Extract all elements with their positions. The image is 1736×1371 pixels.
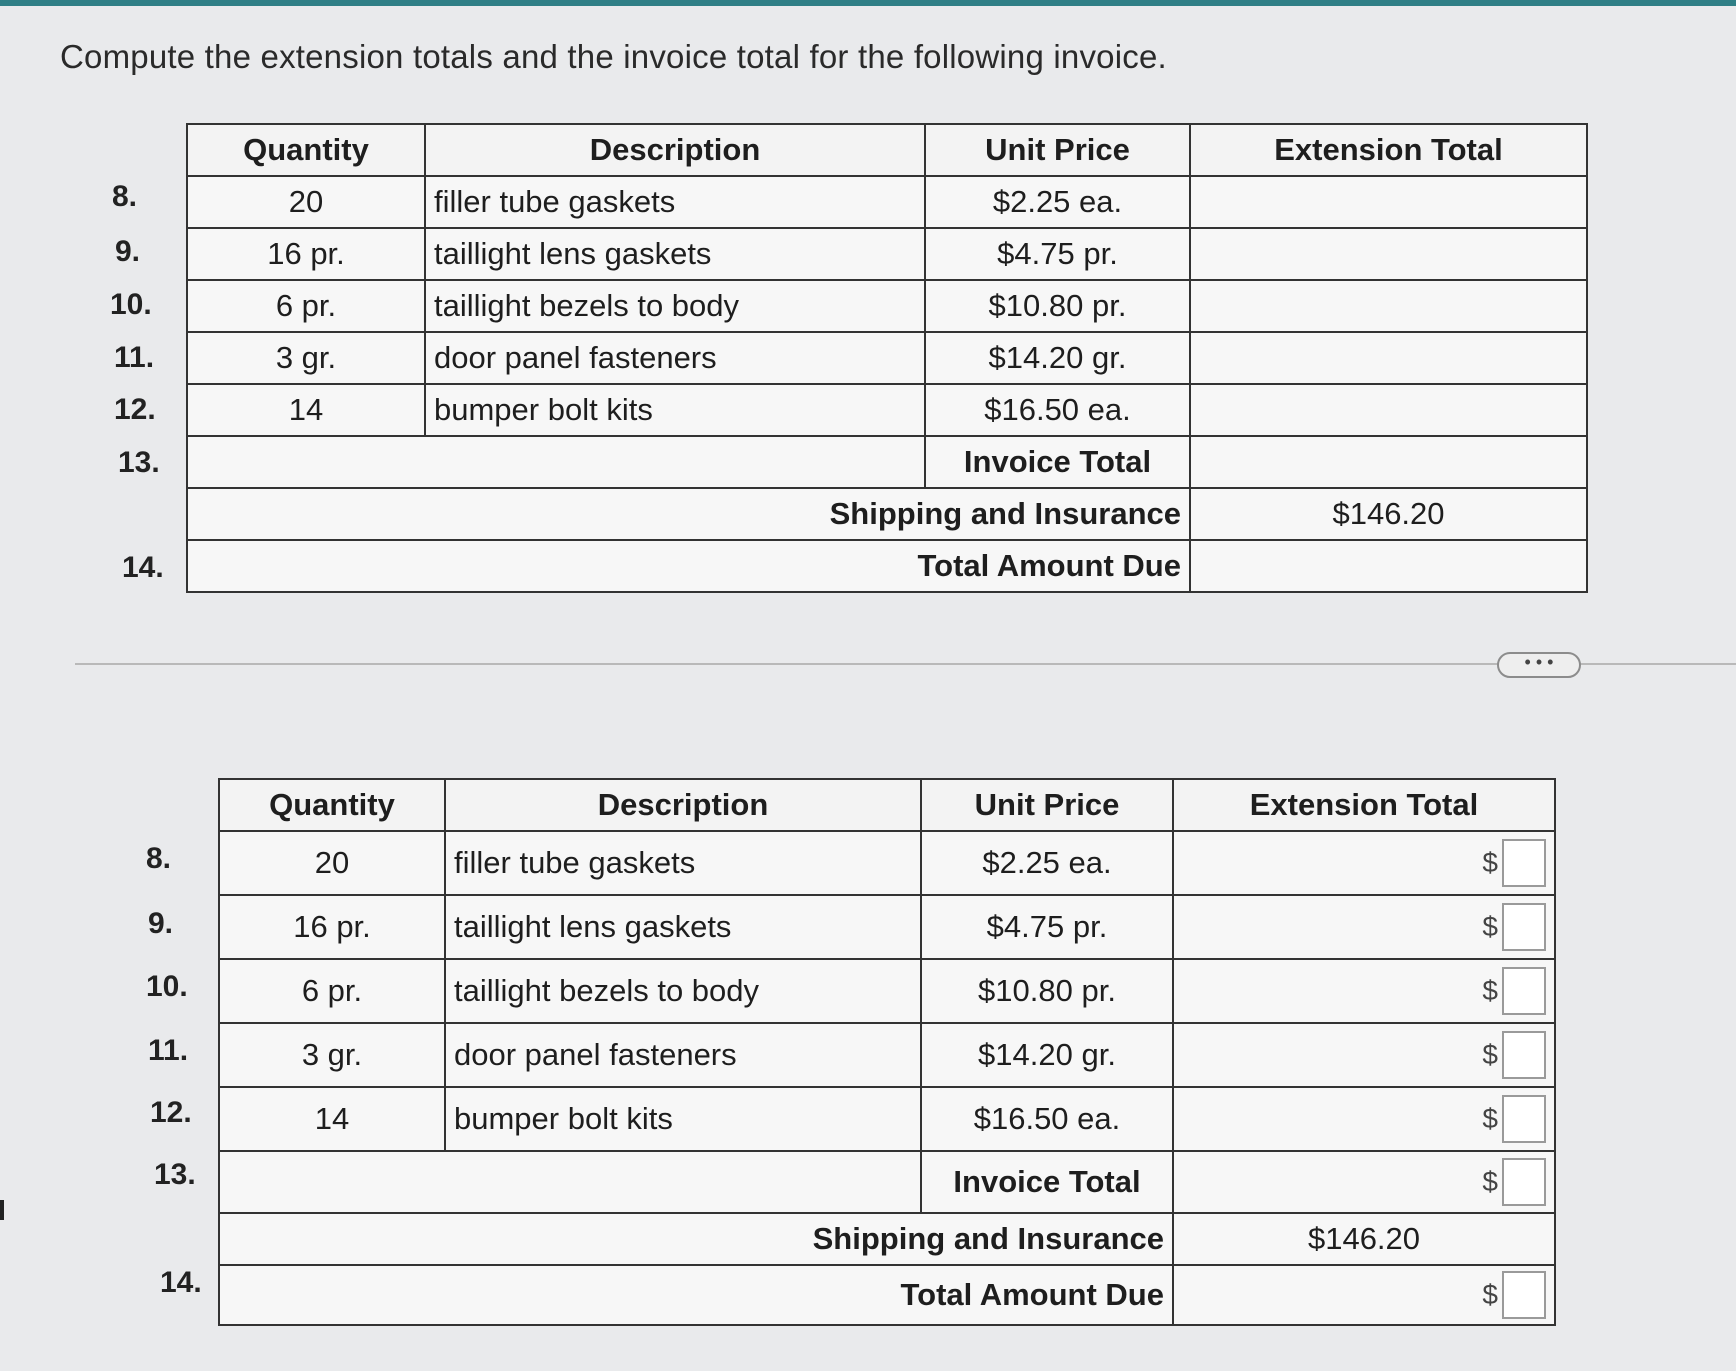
table-row	[219, 831, 1555, 895]
header-unit-price: Unit Price	[921, 779, 1173, 831]
unit-price-cell: $4.75 pr.	[925, 228, 1190, 280]
shipping-row	[187, 488, 1587, 540]
unit-price-cell: $10.80 pr.	[925, 280, 1190, 332]
table-row	[187, 228, 1587, 280]
shipping-label: Shipping and Insurance	[219, 1213, 1173, 1265]
extension-total-input-11[interactable]	[1502, 1031, 1546, 1079]
dollar-sign: $	[1482, 911, 1498, 942]
row-number: 9.	[115, 235, 141, 268]
table-row	[187, 332, 1587, 384]
invoice-table-answer	[218, 778, 1556, 1326]
dollar-sign: $	[1482, 1103, 1498, 1134]
row-number: 12.	[150, 1096, 192, 1129]
dollar-sign: $	[1482, 1279, 1498, 1310]
description-cell: bumper bolt kits	[445, 1087, 921, 1151]
extension-cell	[1190, 384, 1587, 436]
quantity-cell: 20	[187, 176, 425, 228]
description-cell: taillight bezels to body	[445, 959, 921, 1023]
header-description: Description	[425, 124, 925, 176]
description-cell: door panel fasteners	[425, 332, 925, 384]
shipping-label: Shipping and Insurance	[187, 488, 1190, 540]
extension-total-input-10[interactable]	[1502, 967, 1546, 1015]
total-due-row	[219, 1265, 1555, 1325]
row-number: 11.	[148, 1034, 189, 1067]
quantity-cell: 6 pr.	[187, 280, 425, 332]
shipping-value: $146.20	[1173, 1213, 1555, 1265]
invoice-total-cell	[1173, 1151, 1555, 1213]
quantity-cell: 14	[219, 1087, 445, 1151]
table-row	[187, 280, 1587, 332]
more-options-button[interactable]: • • •	[1497, 652, 1581, 678]
dollar-sign: $	[1482, 1039, 1498, 1070]
table-row	[219, 959, 1555, 1023]
row-number: 10.	[146, 970, 188, 1003]
blank-cell	[219, 1151, 921, 1213]
unit-price-cell: $2.25 ea.	[921, 831, 1173, 895]
total-due-row	[187, 540, 1587, 592]
quantity-cell: 16 pr.	[219, 895, 445, 959]
invoice-total-label: Invoice Total	[921, 1151, 1173, 1213]
unit-price-cell: $14.20 gr.	[921, 1023, 1173, 1087]
question-instruction: Compute the extension totals and the invoice total for the following invoice.	[60, 38, 1167, 75]
header-quantity: Quantity	[187, 124, 425, 176]
quantity-cell: 20	[219, 831, 445, 895]
header-quantity: Quantity	[219, 779, 445, 831]
unit-price-cell: $16.50 ea.	[921, 1087, 1173, 1151]
row-number: 10.	[110, 288, 152, 321]
extension-cell	[1173, 959, 1555, 1023]
extension-cell	[1190, 280, 1587, 332]
unit-price-cell: $4.75 pr.	[921, 895, 1173, 959]
extension-total-input-9[interactable]	[1502, 903, 1546, 951]
quantity-cell: 16 pr.	[187, 228, 425, 280]
quantity-cell: 14	[187, 384, 425, 436]
extension-cell	[1173, 1087, 1555, 1151]
unit-price-cell: $16.50 ea.	[925, 384, 1190, 436]
shipping-value: $146.20	[1190, 488, 1587, 540]
quantity-cell: 3 gr.	[219, 1023, 445, 1087]
header-description: Description	[445, 779, 921, 831]
dollar-sign: $	[1482, 1166, 1498, 1197]
extension-total-input-8[interactable]	[1502, 839, 1546, 887]
table-row	[187, 176, 1587, 228]
description-cell: taillight lens gaskets	[445, 895, 921, 959]
total-due-label: Total Amount Due	[187, 540, 1190, 592]
extension-cell	[1173, 895, 1555, 959]
invoice-total-row	[187, 436, 1587, 488]
row-number: 13.	[118, 446, 160, 479]
table-row	[219, 1023, 1555, 1087]
invoice-total-input[interactable]	[1502, 1158, 1546, 1206]
description-cell: filler tube gaskets	[445, 831, 921, 895]
dollar-sign: $	[1482, 975, 1498, 1006]
extension-cell	[1190, 176, 1587, 228]
extension-cell	[1173, 831, 1555, 895]
row-number: 13.	[154, 1158, 196, 1191]
total-amount-due-input[interactable]	[1502, 1271, 1546, 1319]
invoice-total-label: Invoice Total	[925, 436, 1190, 488]
dollar-sign: $	[1482, 847, 1498, 878]
description-cell: taillight bezels to body	[425, 280, 925, 332]
total-due-cell	[1190, 540, 1587, 592]
description-cell: door panel fasteners	[445, 1023, 921, 1087]
row-number: 14.	[122, 551, 164, 584]
row-number: 11.	[114, 341, 155, 374]
section-divider	[75, 663, 1736, 665]
header-extension-total: Extension Total	[1190, 124, 1587, 176]
table-row	[219, 895, 1555, 959]
row-number: 9.	[148, 907, 174, 940]
total-due-cell	[1173, 1265, 1555, 1325]
description-cell: taillight lens gaskets	[425, 228, 925, 280]
extension-cell	[1190, 332, 1587, 384]
description-cell: bumper bolt kits	[425, 384, 925, 436]
blank-cell	[187, 436, 925, 488]
shipping-row	[219, 1213, 1555, 1265]
row-number: 12.	[114, 393, 156, 426]
extension-total-input-12[interactable]	[1502, 1095, 1546, 1143]
table-row	[219, 1087, 1555, 1151]
header-unit-price: Unit Price	[925, 124, 1190, 176]
top-accent-bar	[0, 0, 1736, 6]
unit-price-cell: $10.80 pr.	[921, 959, 1173, 1023]
unit-price-cell: $2.25 ea.	[925, 176, 1190, 228]
row-number: 8.	[112, 180, 138, 213]
quantity-cell: 3 gr.	[187, 332, 425, 384]
extension-cell	[1173, 1023, 1555, 1087]
quantity-cell: 6 pr.	[219, 959, 445, 1023]
window-edge-marker	[0, 1200, 4, 1220]
row-number: 14.	[160, 1266, 202, 1299]
invoice-table-display	[186, 123, 1588, 593]
invoice-total-row	[219, 1151, 1555, 1213]
invoice-total-cell	[1190, 436, 1587, 488]
extension-cell	[1190, 228, 1587, 280]
header-extension-total: Extension Total	[1173, 779, 1555, 831]
table-row	[187, 384, 1587, 436]
row-number: 8.	[146, 842, 172, 875]
total-due-label: Total Amount Due	[219, 1265, 1173, 1325]
unit-price-cell: $14.20 gr.	[925, 332, 1190, 384]
description-cell: filler tube gaskets	[425, 176, 925, 228]
